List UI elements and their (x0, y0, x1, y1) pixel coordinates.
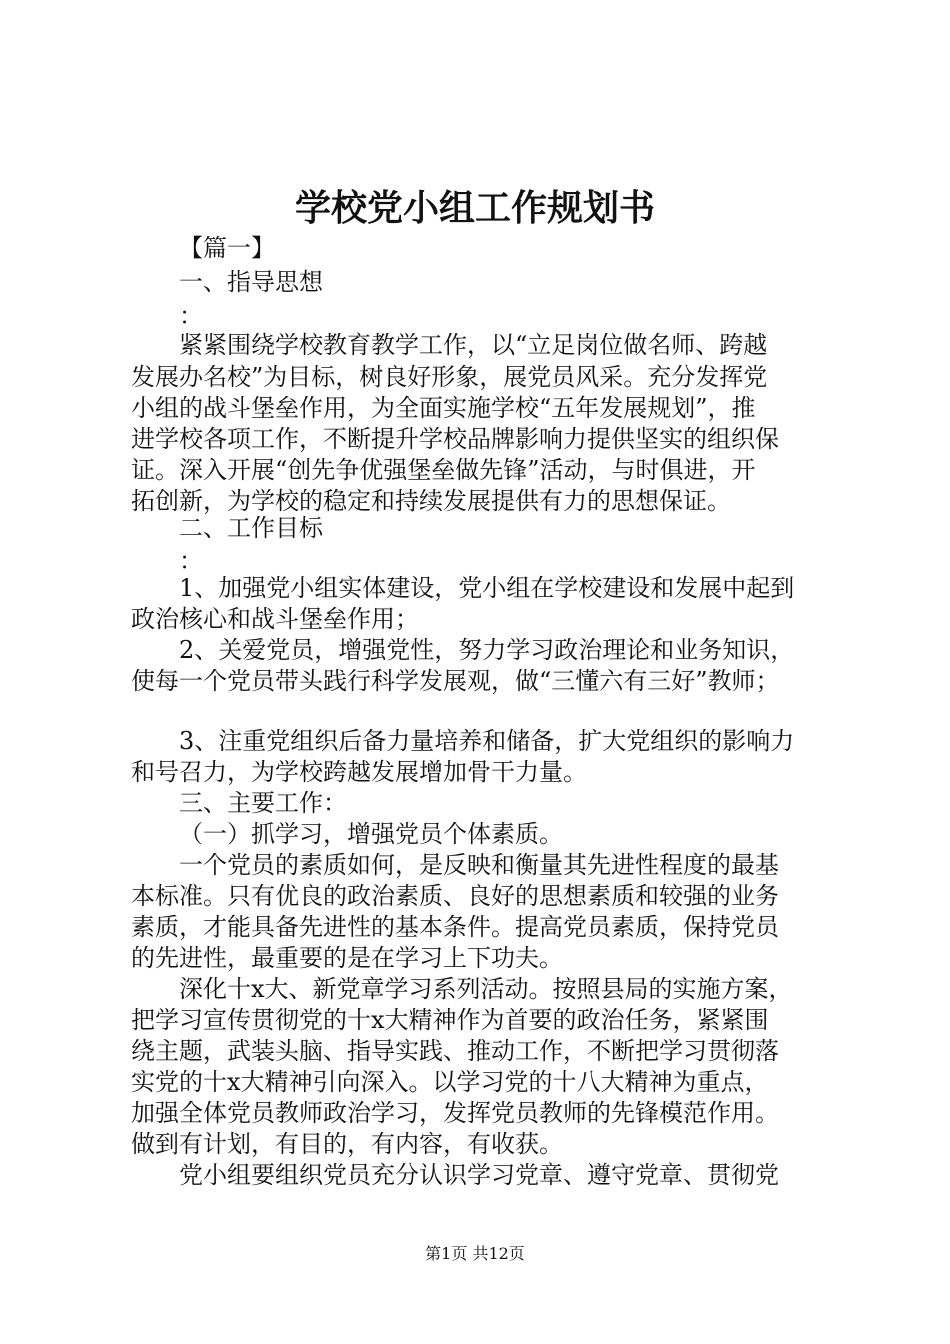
text-line: 进学校各项工作，不断提升学校品牌影响力提供坚实的组织保 (131, 425, 779, 453)
text-line: ： (179, 547, 203, 575)
document-title: 学校党小组工作规划书 (294, 187, 655, 229)
text-line: 和号召力，为学校跨越发展增加骨干力量。 (131, 758, 587, 786)
text-line: 证。深入开展“创先争优强堡垒做先锋”活动，与时俱进，开 (131, 456, 756, 484)
text-line: 使每一个党员带头践行科学发展观，做“三懂六有三好”教师； (131, 667, 780, 695)
text-line: 本标准。只有优良的政治素质、良好的思想素质和较强的业务 (131, 882, 779, 910)
text-line: 把学习宣传贯彻党的十x大精神作为首要的政治任务，紧紧围 (131, 1006, 769, 1034)
text-line: 2、关爱党员，增强党性，努力学习政治理论和业务知识， (179, 636, 795, 664)
heading-main-work: 三、主要工作： (179, 789, 347, 817)
text-line: 一个党员的素质如何，是反映和衡量其先进性程度的最基 (179, 851, 779, 879)
text-line: 1、加强党小组实体建设，党小组在学校建设和发展中起到 (179, 574, 795, 602)
text-line: 做到有计划，有目的，有内容，有收获。 (131, 1130, 563, 1158)
text-line: 3、注重党组织后备力量培养和储备，扩大党组织的影响力 (179, 727, 795, 755)
text-line: 素质，才能具备先进性的基本条件。提高党员素质，保持党员 (131, 913, 779, 941)
text-line: 绕主题，武装头脑、指导实践、推动工作，不断把学习贯彻落 (131, 1037, 779, 1065)
text-line: 实党的十x大精神引向深入。以学习党的十八大精神为重点， (131, 1068, 769, 1096)
text-line: 党小组要组织党员充分认识学习党章、遵守党章、贯彻党 (179, 1161, 779, 1189)
text-line: 深化十x大、新党章学习系列活动。按照县局的实施方案， (179, 975, 793, 1003)
subheading-study: （一）抓学习，增强党员个体素质。 (179, 820, 563, 848)
page-footer: 第1页 共12页 (425, 1244, 525, 1263)
text-line: 拓创新，为学校的稳定和持续发展提供有力的思想保证。 (131, 487, 731, 515)
heading-work-goals: 二、工作目标 (179, 514, 323, 542)
heading-guiding-thought: 一、指导思想 (179, 268, 323, 296)
text-line: 加强全体党员教师政治学习，发挥党员教师的先锋模范作用。 (131, 1099, 779, 1127)
text-line: ： (179, 302, 203, 330)
text-line: 政治核心和战斗堡垒作用； (131, 605, 419, 633)
text-line: 发展办名校”为目标，树良好形象，展党员风采。充分发挥党 (131, 363, 768, 391)
text-line: 的先进性，最重要的是在学习上下功夫。 (131, 944, 563, 972)
text-line: 小组的战斗堡垒作用，为全面实施学校“五年发展规划”，推 (131, 394, 756, 422)
section-label-part-one: 【篇一】 (179, 234, 275, 262)
text-line: 紧紧围绕学校教育教学工作，以“立足岗位做名师、跨越 (179, 331, 768, 359)
